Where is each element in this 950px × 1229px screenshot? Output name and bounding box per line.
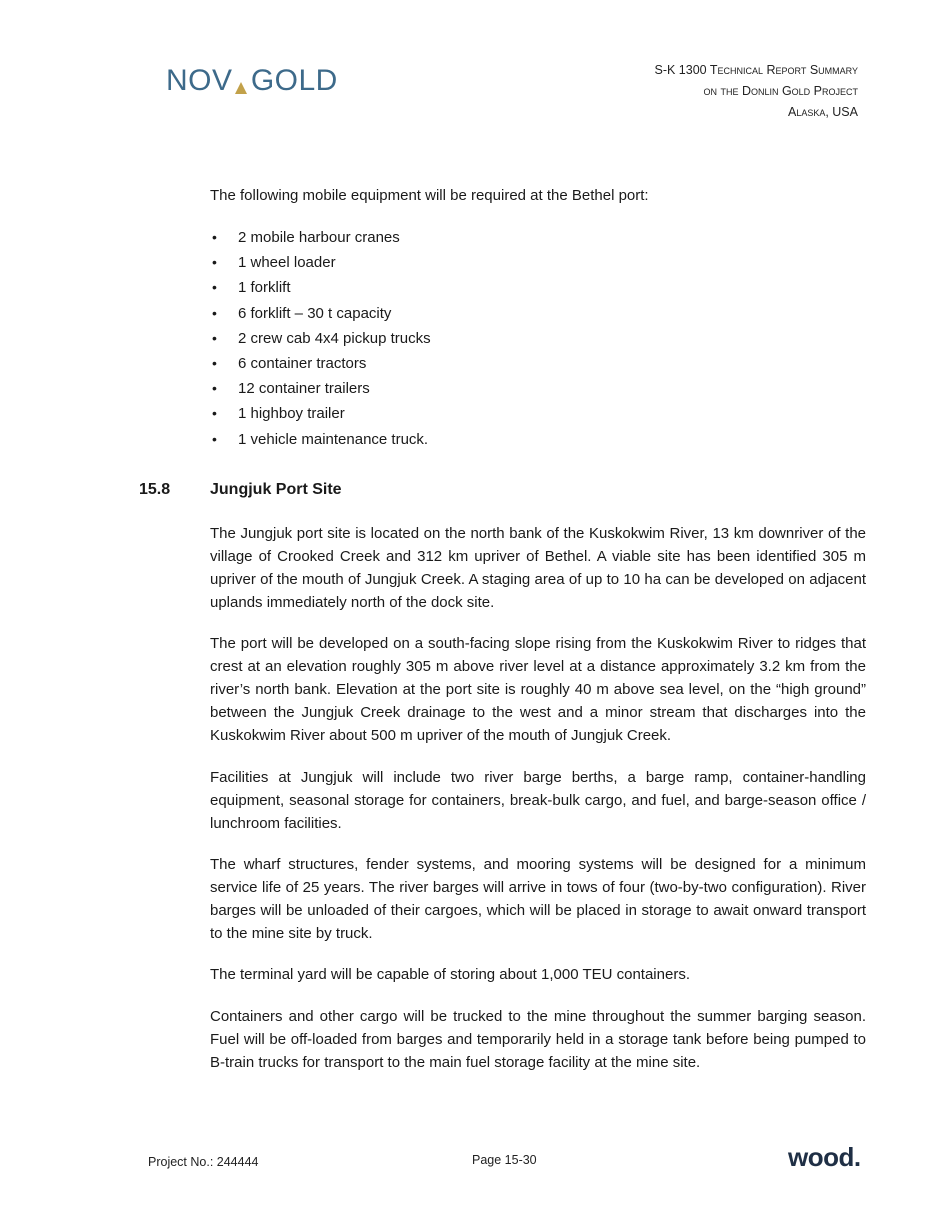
paragraph-trucking xyxy=(210,1005,866,1074)
title-line-2: on the Donlin Gold Project xyxy=(703,84,858,98)
gold-triangle-icon xyxy=(235,82,247,94)
bullet-icon: • xyxy=(212,380,217,397)
intro-text: The following mobile equipment will be required at the Bethel port: xyxy=(210,187,649,204)
list-item: • 1 highboy trailer xyxy=(210,401,431,426)
paragraph-wharf xyxy=(210,853,866,945)
bullet-icon: • xyxy=(212,254,217,271)
novagold-logo: NOV GOLD xyxy=(166,64,338,97)
paragraph-text: The terminal yard will be capable of storing about 1,000 TEU containers. xyxy=(210,966,690,983)
document-title xyxy=(655,60,859,123)
bullet-icon: • xyxy=(212,279,217,296)
novagold-logo-accent xyxy=(230,64,251,97)
bullet-icon: • xyxy=(212,430,217,447)
list-item: • 6 container tractors xyxy=(210,351,431,376)
list-item: • 12 container trailers xyxy=(210,376,431,401)
list-item: • 1 wheel loader xyxy=(210,250,431,275)
bullet-icon: • xyxy=(212,405,217,422)
wood-logo: wood. xyxy=(788,1142,861,1172)
equipment-list xyxy=(210,225,431,452)
bullet-icon: • xyxy=(212,329,217,346)
bullet-icon: • xyxy=(212,304,217,321)
list-item: • 6 forklift – 30 t capacity xyxy=(210,301,431,326)
paragraph-text: The wharf structures, fender systems, and mooring systems will be designed for a minimum service life of 25 years. The river barges will arrive in tows of four (two-by-two configuration). River barges will be unloaded of their cargoes, which will be placed in storage to await onward transport to the mine site by truck. xyxy=(210,856,866,942)
footer-page-number: Page 15-30 xyxy=(472,1153,537,1167)
title-line-1: S-K 1300 Technical Report Summary xyxy=(654,63,858,77)
paragraph-location xyxy=(210,522,866,614)
bullet-icon: • xyxy=(212,355,217,372)
section-number: 15.8 xyxy=(139,481,171,498)
paragraph-terrain xyxy=(210,632,866,747)
paragraph-text: The port will be developed on a south-facing slope rising from the Kuskokwim River to ridges that crest at an elevation roughly 305 m above river level at a distance approximately 3.2 km from the river’s north bank. Elevation at the port site is roughly 40 m above sea level, on the “high ground” between the Jungjuk Creek drainage to the west and a minor stream that discharges into the Kuskokwim River about 500 m upriver of the mouth of Jungjuk Creek. xyxy=(210,635,866,744)
title-line-3: Alaska, USA xyxy=(787,105,858,119)
list-item: • 1 vehicle maintenance truck. xyxy=(210,427,431,452)
paragraph-text: Containers and other cargo will be trucked to the mine throughout the summer barging season. Fuel will be off-loaded from barges and temporarily held in a storage tank before being pumped to B-train trucks for transport to the main fuel storage facility at the mine site. xyxy=(210,1008,866,1071)
list-item: • 1 forklift xyxy=(210,275,431,300)
intro-block xyxy=(210,184,866,207)
bullet-icon: • xyxy=(212,229,217,245)
paragraph-text: The Jungjuk port site is located on the north bank of the Kuskokwim River, 13 km downriver of the village of Crooked Creek and 312 km upriver of Bethel. A viable site has been identified 305 m upriver of the mouth of Jungjuk Creek. A staging area of up to 10 ha can be developed on adjacent uplands immediately north of the dock site. xyxy=(210,525,866,611)
paragraph-text: Facilities at Jungjuk will include two river barge berths, a barge ramp, container-handling equipment, seasonal storage for containers, break-bulk cargo, and fuel, and barge-season office / lunchroom facilities. xyxy=(210,769,866,832)
paragraph-terminal-yard xyxy=(210,963,866,986)
paragraph-facilities xyxy=(210,766,866,835)
list-item: • 2 crew cab 4x4 pickup trucks xyxy=(210,326,431,351)
section-heading: Jungjuk Port Site xyxy=(210,481,342,498)
list-item: • 2 mobile harbour cranes xyxy=(210,225,431,250)
footer-project-number: Project No.: 244444 xyxy=(148,1155,259,1169)
